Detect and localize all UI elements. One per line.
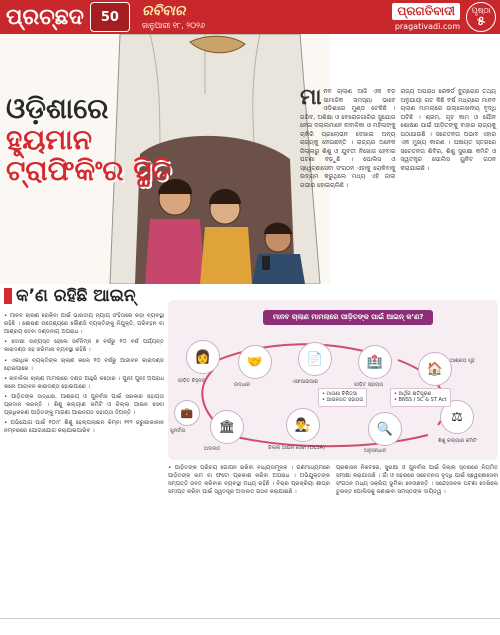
step-label: ଆଶ୍ରୟ ଗୃହ [450, 358, 475, 364]
lawyer-icon: 👨‍⚖️ [286, 408, 320, 442]
headline-line-3: ଟ୍ରାଫିକିଂର ସ୍ଥିତି [6, 153, 172, 187]
step-label: ଅନୁସନ୍ଧାନ [364, 448, 387, 454]
benefit-box [390, 388, 451, 407]
court-icon: 🏛 [210, 410, 244, 444]
benefit-item: • ମାଗଣା ଚିକିତ୍ସା [322, 391, 357, 397]
law-point: • ଏକାଧିକ ବ୍ୟକ୍ତିଙ୍କ ଚାଲାଣ କଲେ ୧୦ ବର୍ଷରୁ ଆଜୀବନ କାରାଦଣ୍ଡ ହୋଇପାରେ । [4, 357, 164, 372]
step-label: ଅଦାଲତ [204, 446, 221, 452]
headline [6, 94, 206, 186]
anniversary-logo: 50 [90, 2, 130, 32]
headline-line-1: ଓଡ଼ିଶାରେ [6, 92, 109, 125]
masthead [392, 3, 460, 31]
law-point: • ନାବାଳିକା ଚାଲାଣ ମାମଲାରେ ଦଣ୍ଡ ଆହୁରି କଠୋର । ପୁନଃ ପୁନଃ ଅପରାଧ କଲେ ଆଜୀବନ କାରାଦଣ୍ଡ ହୋଇପାରେ । [4, 375, 164, 390]
law-points [4, 312, 164, 612]
date-block [130, 3, 393, 31]
headline-line-2: ହ୍ୟୁମାନ [6, 122, 93, 156]
article-text-1: ନବ ଚାଲାଣ ଆଜି ଏକ ବଡ଼ ସାମାଜିକ ସମସ୍ୟା ଭାବେ ଓଡ଼ିଶାରେ ମୁଣ୍ଡ ଟେକିଛି । ଗରିବ, ଅଶିକ୍ଷା ଓ ବେରୋଜଗାରିର ସୁଯୋଗ ନେଇ ଦଲାଲମାନେ ନାବାଳିକା ଓ ମହିଳାଙ୍କୁ ଚାକିରି ପ୍ରଲୋଭନ ଦେଖାଇ ଅନ୍ୟ ରାଜ୍ୟକୁ ନେଉଛନ୍ତି । ରାଜ୍ୟର ଅନେକ ଜିଲ୍ଲାରୁ ଶିଶୁ ଓ ଯୁବତୀ ନିଖୋଜ ହେବାର ଘଟଣା ବଢ଼ୁଛି । ପୋଲିସ ଓ ସ୍ୱେଚ୍ଛାସେବୀ ସଂଗଠନ ଏହାକୁ ରୋକିବାକୁ ଉଦ୍ୟମ କରୁଥିଲେ ମଧ୍ୟ ଏହି ଜାଲ ଗଭୀର ହୋଇଚାଲିଛି । [300, 88, 396, 189]
page-number: ୫ [476, 13, 486, 29]
page-number-badge [466, 2, 496, 32]
step-label: ପୀଡ଼ିତ ଚିହ୍ନଟ [178, 378, 206, 384]
step-label: ଏଫଆଇଆର [292, 379, 318, 385]
law-point: • ମାନବ ଚାଲାଣ ରୋକିବା ପାଇଁ ଭାରତୀୟ ନ୍ୟାୟ ସଂହିତାରେ କଡ଼ା ବ୍ୟବସ୍ଥା ରହିଛି । ଶୋଷଣ ଉଦ୍ଦେଶ୍ୟରେ କୌଣସି ବ୍ୟକ୍ତିଙ୍କୁ ନିଯୁକ୍ତି, ପରିବହନ ବା ଆଶ୍ରୟ ଦେବା ଦଣ୍ଡନୀୟ ଅପରାଧ । [4, 313, 164, 336]
drop-cap: ମା [300, 85, 322, 110]
page-footer-line [0, 618, 500, 635]
victim-icon: 👩 [186, 340, 220, 374]
article-column-2 [401, 88, 497, 298]
step-label: ଜିଲ୍ଲା ଆଇନ ସେବା (DLSA) [268, 445, 325, 451]
document-icon: 📄 [298, 342, 332, 376]
benefit-item: • ଆର୍ଥିକ କ୍ଷତିପୂରଣ [394, 391, 432, 397]
article-text-2: ରାଜ୍ୟ ଅପରାଧ ରେକର୍ଡ ବ୍ୟୁରୋର ତଥ୍ୟ ଅନୁଯାୟୀ ଗତ କିଛି ବର୍ଷ ମଧ୍ୟରେ ମାନବ ଚାଲାଣ ମାମଲାରେ ଉଲ୍ଲେଖନୀୟ ବୃଦ୍ଧି ଘଟିଛି । ଶ୍ରମ, ଗୃହ କାମ ଓ ଯୌନ ଶୋଷଣ ପାଇଁ ପୀଡ଼ିତଙ୍କୁ ବାହାର ରାଜ୍ୟକୁ ପଠାଯାଉଛି । ସଚେତନତା ଅଭାବ ଏହାର ଏକ ମୁଖ୍ୟ କାରଣ । ପଞ୍ଚାୟତ ସ୍ତରରେ ସଚେତନତା ଶିବିର, ଶିଶୁ ସୁରକ୍ଷା କମିଟି ଓ ସ୍ୱତନ୍ତ୍ର ପୋଲିସ ୟୁନିଟ ଗଠନ କରାଯାଇଛି । [400, 88, 496, 172]
scales-icon: ⚖ [440, 400, 474, 434]
article-column-1 [300, 85, 396, 298]
date-label: ଜାନୁଆରୀ ୧୮, ୨୦୨୬ [141, 21, 206, 30]
bottom-columns [168, 464, 498, 614]
shelter-icon: 🏠 [418, 352, 452, 386]
section-brand: ପ୍ରଚ୍ଛଦ [6, 4, 84, 30]
rescue-icon: 🤝 [238, 345, 272, 379]
section-title: କ’ଣ ରହିଛି ଆଇନ୍ [16, 286, 136, 306]
page-label: ପୃଷ୍ଠା [471, 5, 491, 15]
infographic-title: ମାନବ ଚାଲାଣ ମାମଲାରେ ପୀଡ଼ିତଙ୍କ ପାଇଁ ଆଇନ୍ କ’ଣ? [263, 310, 433, 325]
step-label: ପୀଡ଼ିତ ସହାୟତା [354, 382, 384, 388]
rehab-icon: 💼 [174, 400, 200, 426]
bottom-column-2: ପ୍ରଶାସନ ନିକଟରେ, ସୁରକ୍ଷା ଓ ପୁନର୍ବାସ ପାଇଁ ଜିଲ୍ଲା ସ୍ତରରେ ନିୟମିତ ସମୀକ୍ଷା କରାଯାଉଛି । ଗାଁ ଓ ସହରରେ ସଚେତନତା ବୃଦ୍ଧି ପାଇଁ ସ୍ୱେଚ୍ଛାସେବୀ ସଂଗଠନ ମଧ୍ୟ ସକ୍ରିୟ ଭୂମିକା ନେଉଛନ୍ତି । ସନ୍ଦେହଜନକ ଘଟଣା ଦେଖିଲେ ତୁରନ୍ତ ପୋଲିସକୁ ଜଣାଇବା ସମସ୍ତଙ୍କ ଦାୟିତ୍ୱ । [336, 465, 498, 496]
benefit-box [318, 388, 367, 407]
benefit-item: • ଆଇନଗତ ସହାୟତା [322, 397, 364, 404]
section-heading [4, 286, 136, 306]
heading-accent [4, 288, 12, 304]
support-icon: 🏥 [358, 345, 392, 379]
website-link[interactable]: pragativadi.com [394, 22, 460, 31]
step-label: ଉଦ୍ଧାର [234, 382, 250, 388]
law-point: • ଅଭିଯୋଗ ପାଇଁ ୧୦୯୮ ଶିଶୁ ହେଲ୍ପଲାଇନ କିମ୍ବା ୧୧୨ ଜରୁରୀକାଳୀନ ନମ୍ବରରେ ଯୋଗାଯୋଗ କରାଯାଇପାରିବ । [4, 420, 164, 435]
law-point: • ଦୋଷୀ ସାବ୍ୟସ୍ତ ହେଲେ ସର୍ବନିମ୍ନ ୭ ବର୍ଷରୁ ୧୦ ବର୍ଷ ପର୍ଯ୍ୟନ୍ତ କାରାଦଣ୍ଡ ସହ ଜରିମାନା ବ୍ୟବସ୍ଥା ରହିଛି । [4, 339, 164, 354]
hero-illustration [0, 34, 330, 284]
infographic [168, 300, 498, 460]
bottom-column-1: • ପୀଡ଼ିତଙ୍କ ପରିଚୟ ଗୋପନ ରଖିବା ବାଧ୍ୟତାମୂଳକ । ଗଣମାଧ୍ୟମରେ ପୀଡ଼ିତଙ୍କ ନାମ ବା ଫଟୋ ପ୍ରକାଶ କରିବା ଅପରାଧ । ଅଭିଯୁକ୍ତଙ୍କ ସମ୍ପତ୍ତି ଜବତ କରିବାର ବ୍ୟବସ୍ଥା ମଧ୍ୟ ରହିଛି । ବିଚାର ପ୍ରକ୍ରିୟା ଶୀଘ୍ର ସମାପ୍ତ କରିବା ପାଇଁ ସ୍ୱତନ୍ତ୍ର ଅଦାଲତ ଗଠନ କରାଯାଇଛି । [168, 465, 330, 496]
page-header [0, 0, 500, 34]
step-label: ପୁନର୍ବାସ [170, 428, 185, 434]
investigation-icon: 🔍 [368, 412, 402, 446]
lead-article [300, 85, 496, 298]
paper-name: ପ୍ରଗତିବାଦୀ [392, 3, 460, 20]
benefit-item: • BNSS / SC & ST Act [394, 397, 447, 404]
day-label: ରବିବାର [141, 3, 186, 19]
step-label: ଶିଶୁ କଲ୍ୟାଣ କମିଟି [438, 438, 477, 444]
law-point: • ପୀଡ଼ିତଙ୍କ ଉଦ୍ଧାର, ଆଶ୍ରୟ ଓ ପୁନର୍ବାସ ପାଇଁ ସରକାର ସହାୟତା ପ୍ରଦାନ କରନ୍ତି । ଶିଶୁ କଲ୍ୟାଣ କମିଟି ଓ ଜିଲ୍ଲା ଆଇନ ସେବା ପ୍ରାଧିକରଣ ପୀଡ଼ିତଙ୍କୁ ମାଗଣା ଆଇନଗତ ସହାୟତା ଦିଅନ୍ତି । [4, 393, 164, 417]
